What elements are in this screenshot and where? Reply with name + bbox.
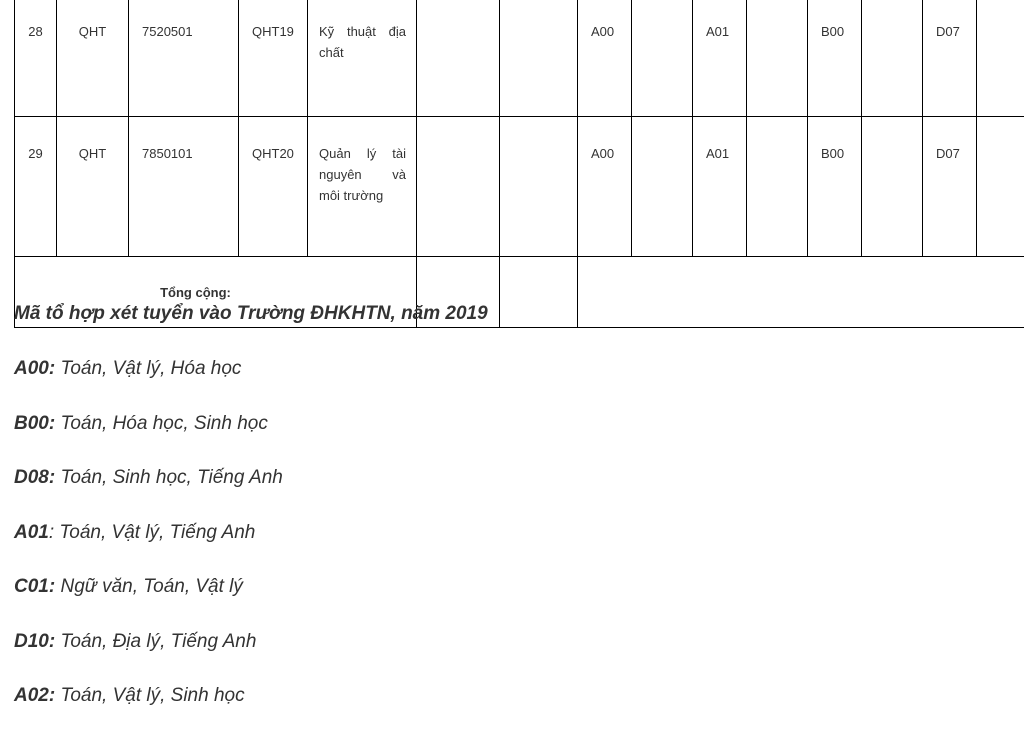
empty-cell	[500, 257, 578, 328]
combo-subjects: Toán, Vật lý, Sinh học	[55, 685, 244, 706]
legend-item	[14, 628, 488, 683]
row-number: 28	[15, 0, 57, 117]
legend-item	[14, 519, 488, 574]
combo-subjects: Ngữ văn, Toán, Vật lý	[55, 576, 243, 597]
table-row	[15, 0, 1024, 117]
empty-cell	[747, 117, 808, 257]
empty-cell	[632, 0, 693, 117]
combo-subjects: Toán, Sinh học, Tiếng Anh	[55, 467, 283, 488]
combo-code-label: D10:	[14, 631, 55, 652]
combo-code-label: D08:	[14, 467, 55, 488]
empty-cell	[977, 0, 1024, 117]
empty-cell	[632, 117, 693, 257]
empty-cell	[417, 0, 500, 117]
subject-combination-legend	[14, 300, 488, 737]
combo-code: QHT20	[239, 117, 308, 257]
legend-item	[14, 355, 488, 410]
legend-item	[14, 410, 488, 465]
empty-cell	[500, 117, 578, 257]
school-code: QHT	[57, 0, 129, 117]
legend-item	[14, 682, 488, 737]
empty-cell	[862, 117, 923, 257]
empty-cell	[747, 0, 808, 117]
combo-subjects: Toán, Địa lý, Tiếng Anh	[55, 631, 256, 652]
subject-combo-cell: D07	[923, 117, 977, 257]
major-name-line: môi trường	[319, 185, 406, 206]
combo-subjects: Toán, Hóa học, Sinh học	[55, 413, 268, 434]
major-name-line: Kỹ thuật địa	[319, 21, 406, 42]
total-label: Tổng cộng:	[15, 257, 417, 328]
subject-combo-cell: A00	[578, 0, 632, 117]
empty-cell	[862, 0, 923, 117]
empty-cell	[500, 0, 578, 117]
empty-cell	[578, 257, 1024, 328]
major-name	[308, 0, 417, 117]
table-row	[15, 117, 1024, 257]
combo-code-label: B00:	[14, 413, 55, 434]
combo-code-label: C01:	[14, 576, 55, 597]
combo-code-label: A02:	[14, 685, 55, 706]
major-code: 7850101	[129, 117, 239, 257]
combo-subjects: : Toán, Vật lý, Tiếng Anh	[49, 522, 256, 543]
legend-item	[14, 464, 488, 519]
major-name-line: nguyên và	[319, 164, 406, 185]
combo-code: QHT19	[239, 0, 308, 117]
row-number: 29	[15, 117, 57, 257]
school-code: QHT	[57, 117, 129, 257]
subject-combo-cell: A01	[693, 117, 747, 257]
legend-item	[14, 573, 488, 628]
admission-table	[14, 0, 1024, 328]
combo-code-label: A01	[14, 522, 49, 543]
major-name	[308, 117, 417, 257]
legend-title: Mã tổ hợp xét tuyển vào Trường ĐHKHTN, năm 2019	[14, 300, 488, 355]
subject-combo-cell: B00	[808, 0, 862, 117]
combo-code-label: A00:	[14, 358, 55, 379]
empty-cell	[977, 117, 1024, 257]
empty-cell	[417, 117, 500, 257]
subject-combo-cell: A00	[578, 117, 632, 257]
subject-combo-cell: B00	[808, 117, 862, 257]
subject-combo-cell: D07	[923, 0, 977, 117]
major-name-line: Quản lý tài	[319, 143, 406, 164]
major-name-line: chất	[319, 42, 406, 63]
subject-combo-cell: A01	[693, 0, 747, 117]
major-code: 7520501	[129, 0, 239, 117]
combo-subjects: Toán, Vật lý, Hóa học	[55, 358, 241, 379]
